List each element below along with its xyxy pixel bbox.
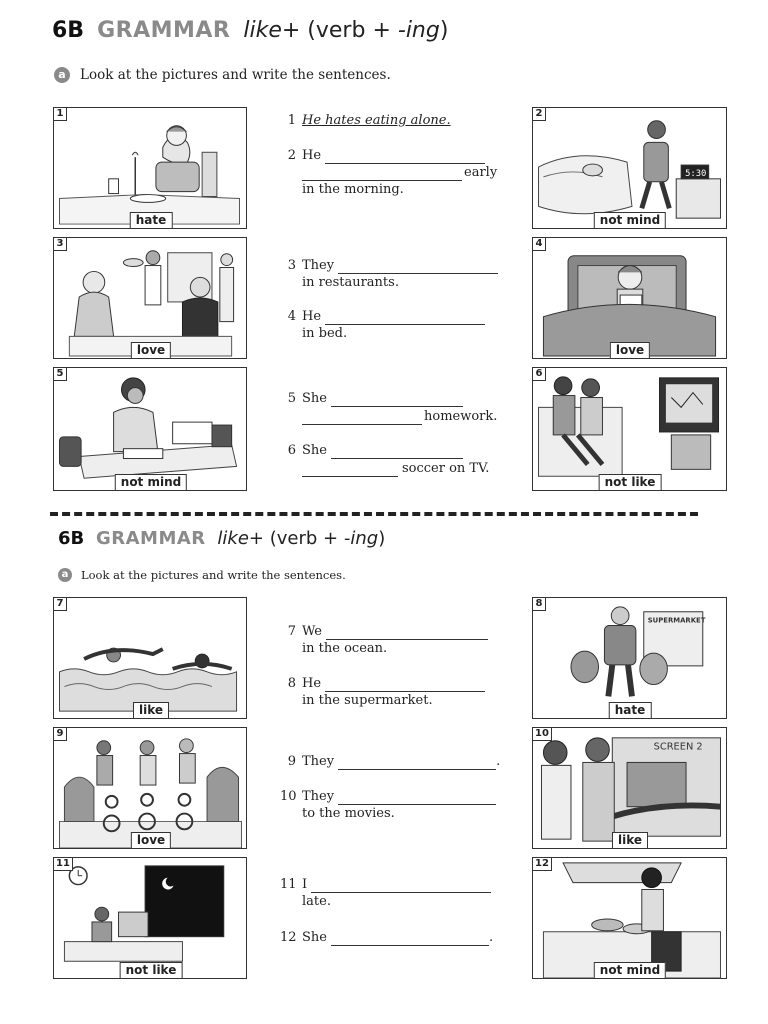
- sentence-number: 12: [280, 930, 297, 945]
- boy-reading-in-bed-icon: [533, 238, 726, 358]
- sentence-number: 5: [287, 391, 296, 406]
- sentence-number: 2: [287, 148, 296, 163]
- sentence-tail: in bed.: [302, 326, 348, 341]
- sentence-end: early: [464, 165, 498, 180]
- answer-blank[interactable]: [302, 168, 462, 181]
- sentence-2-line3: [302, 182, 404, 198]
- sentence-8: [280, 676, 485, 692]
- answer-blank[interactable]: [338, 261, 498, 274]
- title-plus: +: [281, 18, 301, 43]
- example-answer: He hates eating alone.: [302, 113, 451, 128]
- picture-6: [532, 367, 727, 491]
- sentence-number: 6: [287, 443, 296, 458]
- picture-caption: like: [612, 832, 648, 849]
- sentence-10: [280, 789, 496, 805]
- sentence-4-line2: [302, 326, 347, 342]
- answer-blank[interactable]: [331, 446, 463, 459]
- answer-blank[interactable]: [302, 464, 398, 477]
- sentence-number: 4: [287, 309, 296, 324]
- sentence-number: 3: [287, 258, 296, 273]
- picture-4: [532, 237, 727, 359]
- sentence-start: He: [302, 148, 322, 163]
- sentence-7-line2: [302, 641, 387, 657]
- picture-caption: hate: [130, 212, 173, 229]
- answer-blank[interactable]: [326, 627, 488, 640]
- man-waking-up-icon: [533, 108, 726, 228]
- woman-cooking-icon: [533, 858, 726, 978]
- picture-10: [532, 727, 727, 849]
- sentence-start: We: [302, 624, 322, 639]
- picture-number: 7: [53, 597, 67, 611]
- picture-caption: not mind: [115, 474, 187, 491]
- title-like: like: [217, 528, 249, 549]
- title-plus: +: [248, 528, 264, 549]
- title-verb: (verb +: [269, 528, 339, 549]
- sentence-start: They: [302, 789, 335, 804]
- picture-3: [53, 237, 247, 359]
- sentence-tail: to the movies.: [302, 806, 395, 821]
- picture-number: 8: [532, 597, 546, 611]
- sentence-number: 10: [280, 789, 297, 804]
- sentence-3-line2: [302, 275, 399, 291]
- sentence-2: [280, 148, 485, 164]
- title-verb: (verb +: [307, 18, 391, 43]
- sentence-start: They: [302, 754, 335, 769]
- picture-caption: love: [131, 832, 171, 849]
- worksheet-title: [52, 18, 448, 43]
- picture-number: 11: [53, 857, 73, 871]
- picture-caption: love: [131, 342, 171, 359]
- sentence-5-line2: [302, 409, 497, 425]
- supermarket-sign: SUPERMARKET: [647, 616, 706, 625]
- picture-caption: not like: [599, 474, 662, 491]
- sentence-3: [280, 258, 498, 274]
- title-like: like: [243, 18, 282, 43]
- sentence-tail: in the morning.: [302, 182, 404, 197]
- sentence-11: [280, 877, 491, 893]
- unit-code: 6B: [58, 528, 85, 549]
- exercise-badge: a: [58, 568, 72, 582]
- sentence-number: 8: [287, 676, 296, 691]
- answer-blank[interactable]: [325, 151, 485, 164]
- sentence-end: .: [496, 754, 501, 769]
- clock-display: 5:30: [685, 168, 707, 179]
- picture-8: [532, 597, 727, 719]
- picture-caption: not mind: [594, 212, 666, 229]
- title-close: ): [378, 528, 386, 549]
- picture-number: 6: [532, 367, 546, 381]
- sentence-5: [280, 391, 463, 407]
- sentence-6: [280, 443, 463, 459]
- title-ing: -ing: [343, 528, 379, 549]
- picture-caption: hate: [609, 702, 652, 719]
- sentence-start: She: [302, 391, 327, 406]
- sentence-start: He: [302, 676, 322, 691]
- picture-caption: not mind: [594, 962, 666, 979]
- couple-at-cinema-icon: [533, 728, 726, 848]
- people-in-restaurant-icon: [54, 238, 246, 358]
- girl-doing-homework-icon: [54, 368, 246, 490]
- exercise-badge: a: [54, 67, 70, 83]
- grammar-label: GRAMMAR: [95, 528, 206, 549]
- instruction-text: Look at the pictures and write the sentences.: [81, 568, 346, 582]
- unit-code: 6B: [52, 18, 85, 43]
- sentence-8-line2: [302, 693, 433, 709]
- answer-blank[interactable]: [338, 792, 496, 805]
- man-with-shopping-bags-icon: [533, 598, 726, 718]
- sentence-start: I: [302, 877, 308, 892]
- grammar-label: GRAMMAR: [97, 18, 231, 43]
- sentence-9: [280, 754, 500, 770]
- picture-caption: like: [133, 702, 169, 719]
- sentence-11-line2: [302, 894, 331, 910]
- answer-blank[interactable]: [331, 933, 489, 946]
- sentence-12: [280, 930, 493, 946]
- title-ing: -ing: [397, 18, 440, 43]
- instruction: [54, 67, 391, 83]
- man-eating-alone-icon: [54, 108, 246, 228]
- sentence-4: [280, 309, 485, 325]
- answer-blank[interactable]: [338, 757, 496, 770]
- couple-watching-tv-icon: [533, 368, 726, 490]
- picture-number: 4: [532, 237, 546, 251]
- instruction: [58, 568, 346, 582]
- sentence-end: homework.: [424, 409, 498, 424]
- sentence-2-line2: [302, 165, 497, 181]
- screen-sign: SCREEN 2: [653, 741, 703, 753]
- picture-caption: not like: [120, 962, 183, 979]
- picture-5: [53, 367, 247, 491]
- picture-number: 1: [53, 107, 67, 121]
- answer-blank[interactable]: [302, 412, 422, 425]
- sentence-7: [280, 624, 488, 640]
- picture-9: [53, 727, 247, 849]
- sentence-start: He: [302, 309, 322, 324]
- sentence-tail: in restaurants.: [302, 275, 399, 290]
- answer-blank[interactable]: [311, 880, 491, 893]
- picture-12: [532, 857, 727, 979]
- picture-number: 9: [53, 727, 67, 741]
- picture-number: 12: [532, 857, 552, 871]
- swimmers-icon: [54, 598, 246, 718]
- sentence-1: [280, 113, 451, 129]
- cyclists-icon: [54, 728, 246, 848]
- man-working-late-icon: [54, 858, 246, 978]
- answer-blank[interactable]: [325, 312, 485, 325]
- sentence-number: 1: [287, 113, 296, 128]
- picture-caption: love: [610, 342, 650, 359]
- sentence-number: 11: [280, 877, 297, 892]
- sentence-start: She: [302, 443, 327, 458]
- picture-number: 3: [53, 237, 67, 251]
- sentence-start: She: [302, 930, 327, 945]
- sentence-start: They: [302, 258, 335, 273]
- title-close: ): [439, 18, 449, 43]
- sentence-tail: in the supermarket.: [302, 693, 433, 708]
- picture-number: 2: [532, 107, 546, 121]
- cut-line-divider: [50, 512, 698, 516]
- sentence-10-line2: [302, 806, 395, 822]
- picture-7: [53, 597, 247, 719]
- sentence-number: 9: [287, 754, 296, 769]
- sentence-end: .: [488, 930, 494, 945]
- picture-number: 5: [53, 367, 67, 381]
- answer-blank[interactable]: [331, 394, 463, 407]
- instruction-text: Look at the pictures and write the sentences.: [80, 67, 391, 83]
- sentence-tail: late.: [302, 894, 331, 909]
- worksheet-title: [58, 528, 385, 549]
- sentence-6-line2: [302, 461, 489, 477]
- picture-number: 10: [532, 727, 552, 741]
- answer-blank[interactable]: [325, 679, 485, 692]
- sentence-end: soccer on TV.: [402, 461, 490, 476]
- picture-2: [532, 107, 727, 229]
- picture-11: [53, 857, 247, 979]
- sentence-number: 7: [287, 624, 296, 639]
- sentence-tail: in the ocean.: [302, 641, 388, 656]
- picture-1: [53, 107, 247, 229]
